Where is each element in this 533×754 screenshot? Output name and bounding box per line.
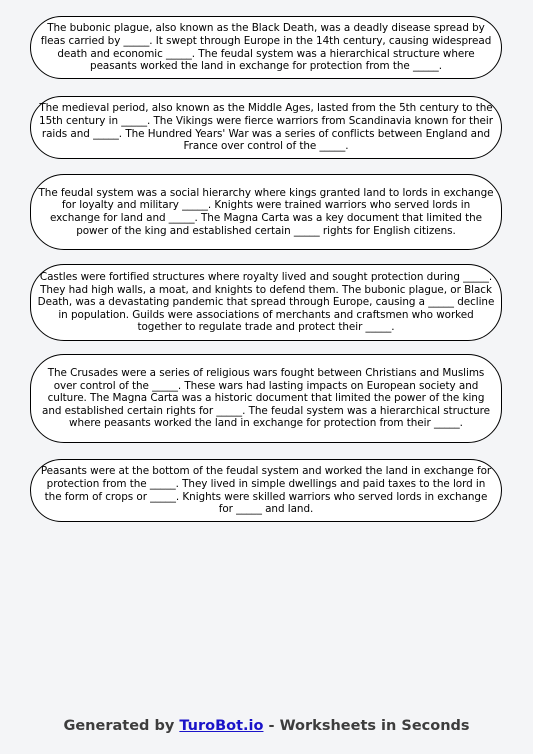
passage-card — [30, 459, 502, 522]
passage-card — [30, 354, 502, 443]
footer-suffix: - Worksheets in Seconds — [263, 718, 470, 734]
passage-text: Peasants were at the bottom of the feudal system and worked the land in exchange for protection from the _____. They lived in simple dwellings and paid taxes to the lord in the form of crops or _____. Knights were skilled warriors who served lords in exchange for _____ and land. — [40, 465, 492, 516]
passage-card — [30, 96, 502, 159]
passage-text: The medieval period, also known as the Middle Ages, lasted from the 5th century to the 15th century in _____. The Vikings were fierce warriors from Scandinavia known for their raids and _____. The Hundred Years' War was a series of conflicts between England and France over control of the _____. — [39, 102, 493, 153]
passage-text: The bubonic plague, also known as the Black Death, was a deadly disease spread by fleas carried by _____. It swept through Europe in the 14th century, causing widespread death and economic _____. The feudal system was a hierarchical structure where peasants worked the land in exchange for protection from the _____. — [40, 22, 492, 73]
footer-credit — [0, 718, 533, 734]
passage-card — [30, 264, 502, 341]
passage-card — [30, 16, 502, 79]
passage-text: The Crusades were a series of religious wars fought between Christians and Muslims over control of the _____. These wars had lasting impacts on European society and culture. The Magna Carta was a historic document that limited the power of the king and established certain rights for _____. The feudal system was a hierarchical structure where peasants worked the land in exchange for protection from their _____. — [42, 367, 490, 430]
passage-text: The feudal system was a social hierarchy where kings granted land to lords in exchange for loyalty and military _____. Knights were trained warriors who served lords in exchange for land and _____. The Magna Carta was a key document that limited the power of the king and established certain _____ rights for English citizens. — [38, 186, 494, 237]
passage-text: Castles were fortified structures where royalty lived and sought protection during _____. They had high walls, a moat, and knights to defend them. The bubonic plague, or Black Death, was a devastating pandemic that spread through Europe, causing a _____ decline in population. Guilds were associations of merchants and craftsmen who worked together to regulate trade and protect their _____. — [37, 271, 495, 334]
turobot-link[interactable]: TuroBot.io — [179, 718, 264, 734]
passage-card — [30, 174, 502, 250]
footer-prefix: Generated by — [63, 718, 180, 734]
